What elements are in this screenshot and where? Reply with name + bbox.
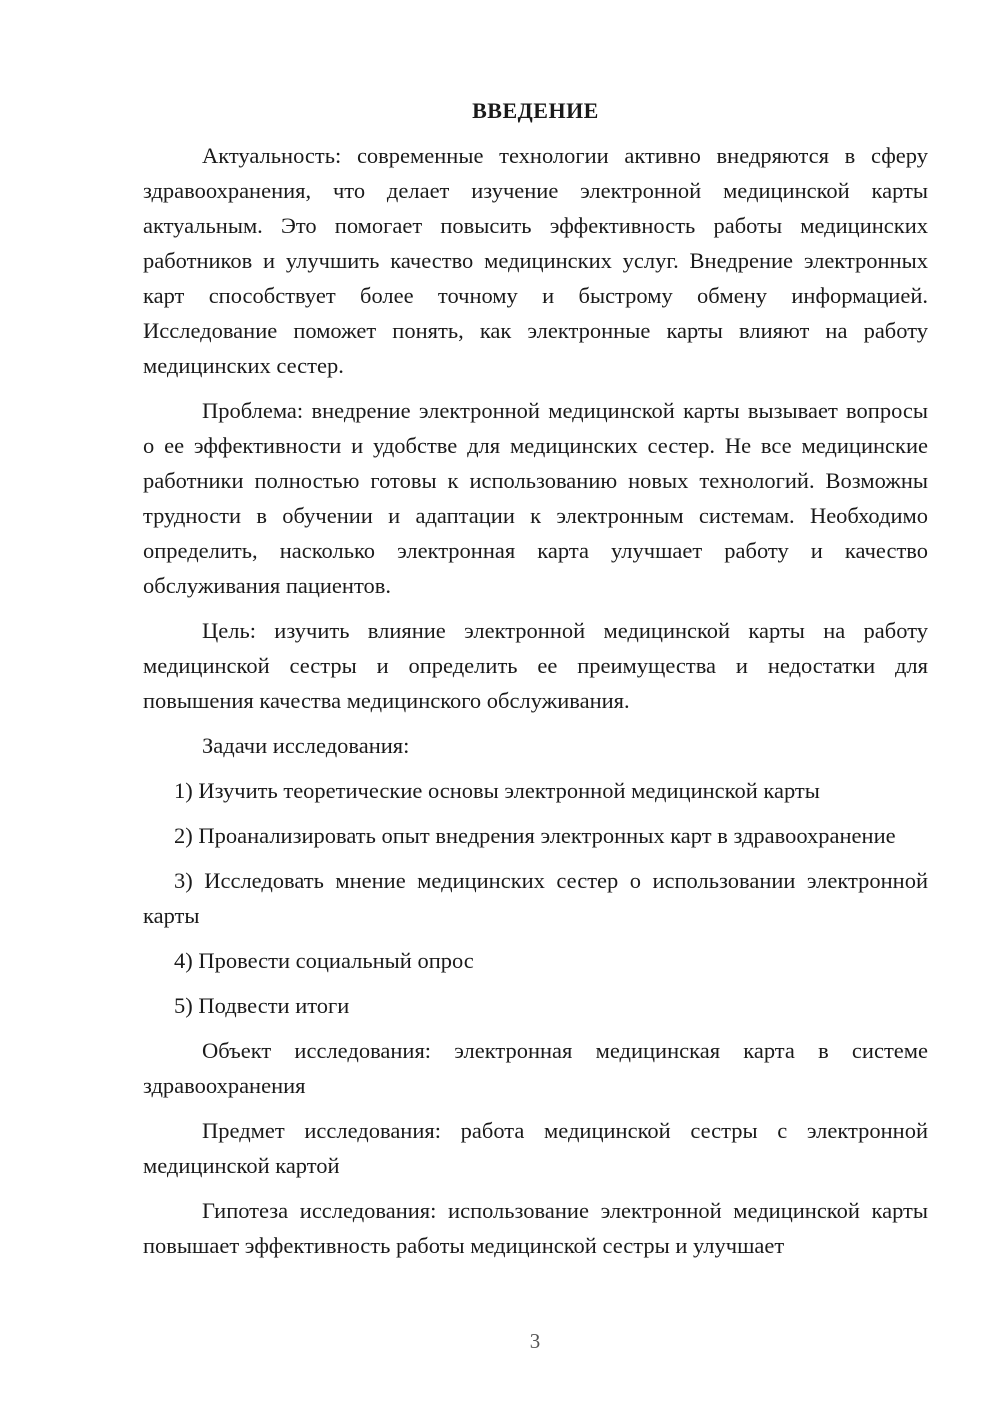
problem-paragraph: Проблема: внедрение электронной медицинской карты вызывает вопросы о ее эффективности и удобстве для медицинских сестер. Не все медицинские работники полностью готовы к использованию новых технологий. Возможны трудности в обучении и адаптации к электронным системам. Необходимо определить, насколько электронная карта улучшает работу и качество обслуживания пациентов. bbox=[143, 398, 928, 598]
task-item: 3) Исследовать мнение медицинских сестер о использовании электронной карты bbox=[143, 868, 928, 928]
page-number: 3 bbox=[529, 1329, 541, 1353]
page-title: ВВЕДЕНИЕ bbox=[472, 98, 599, 123]
task-item: 5) Подвести итоги bbox=[174, 993, 350, 1018]
task-item: 1) Изучить теоретические основы электронной медицинской карты bbox=[174, 778, 820, 803]
hypothesis-paragraph: Гипотеза исследования: использование электронной медицинской карты повышает эффективность работы медицинской сестры и улучшает bbox=[143, 1198, 928, 1258]
task-item: 4) Провести социальный опрос bbox=[174, 948, 474, 973]
page-content bbox=[143, 94, 928, 1273]
object-paragraph: Объект исследования: электронная медицинская карта в системе здравоохранения bbox=[143, 1038, 928, 1098]
task-item: 2) Проанализировать опыт внедрения электронных карт в здравоохранение bbox=[174, 823, 896, 848]
subject-paragraph: Предмет исследования: работа медицинской сестры с электронной медицинской картой bbox=[143, 1118, 928, 1178]
tasks-heading: Задачи исследования: bbox=[202, 733, 410, 758]
goal-paragraph: Цель: изучить влияние электронной медицинской карты на работу медицинской сестры и определить ее преимущества и недостатки для повышения качества медицинского обслуживания. bbox=[143, 618, 928, 713]
relevance-paragraph: Актуальность: современные технологии активно внедряются в сферу здравоохранения, что делает изучение электронной медицинской карты актуальным. Это помогает повысить эффективность работы медицинских работников и улучшить качество медицинских услуг. Внедрение электронных карт способствует более точному и быстрому обмену информацией. Исследование поможет понять, как электронные карты влияют на работу медицинских сестер. bbox=[143, 143, 928, 378]
